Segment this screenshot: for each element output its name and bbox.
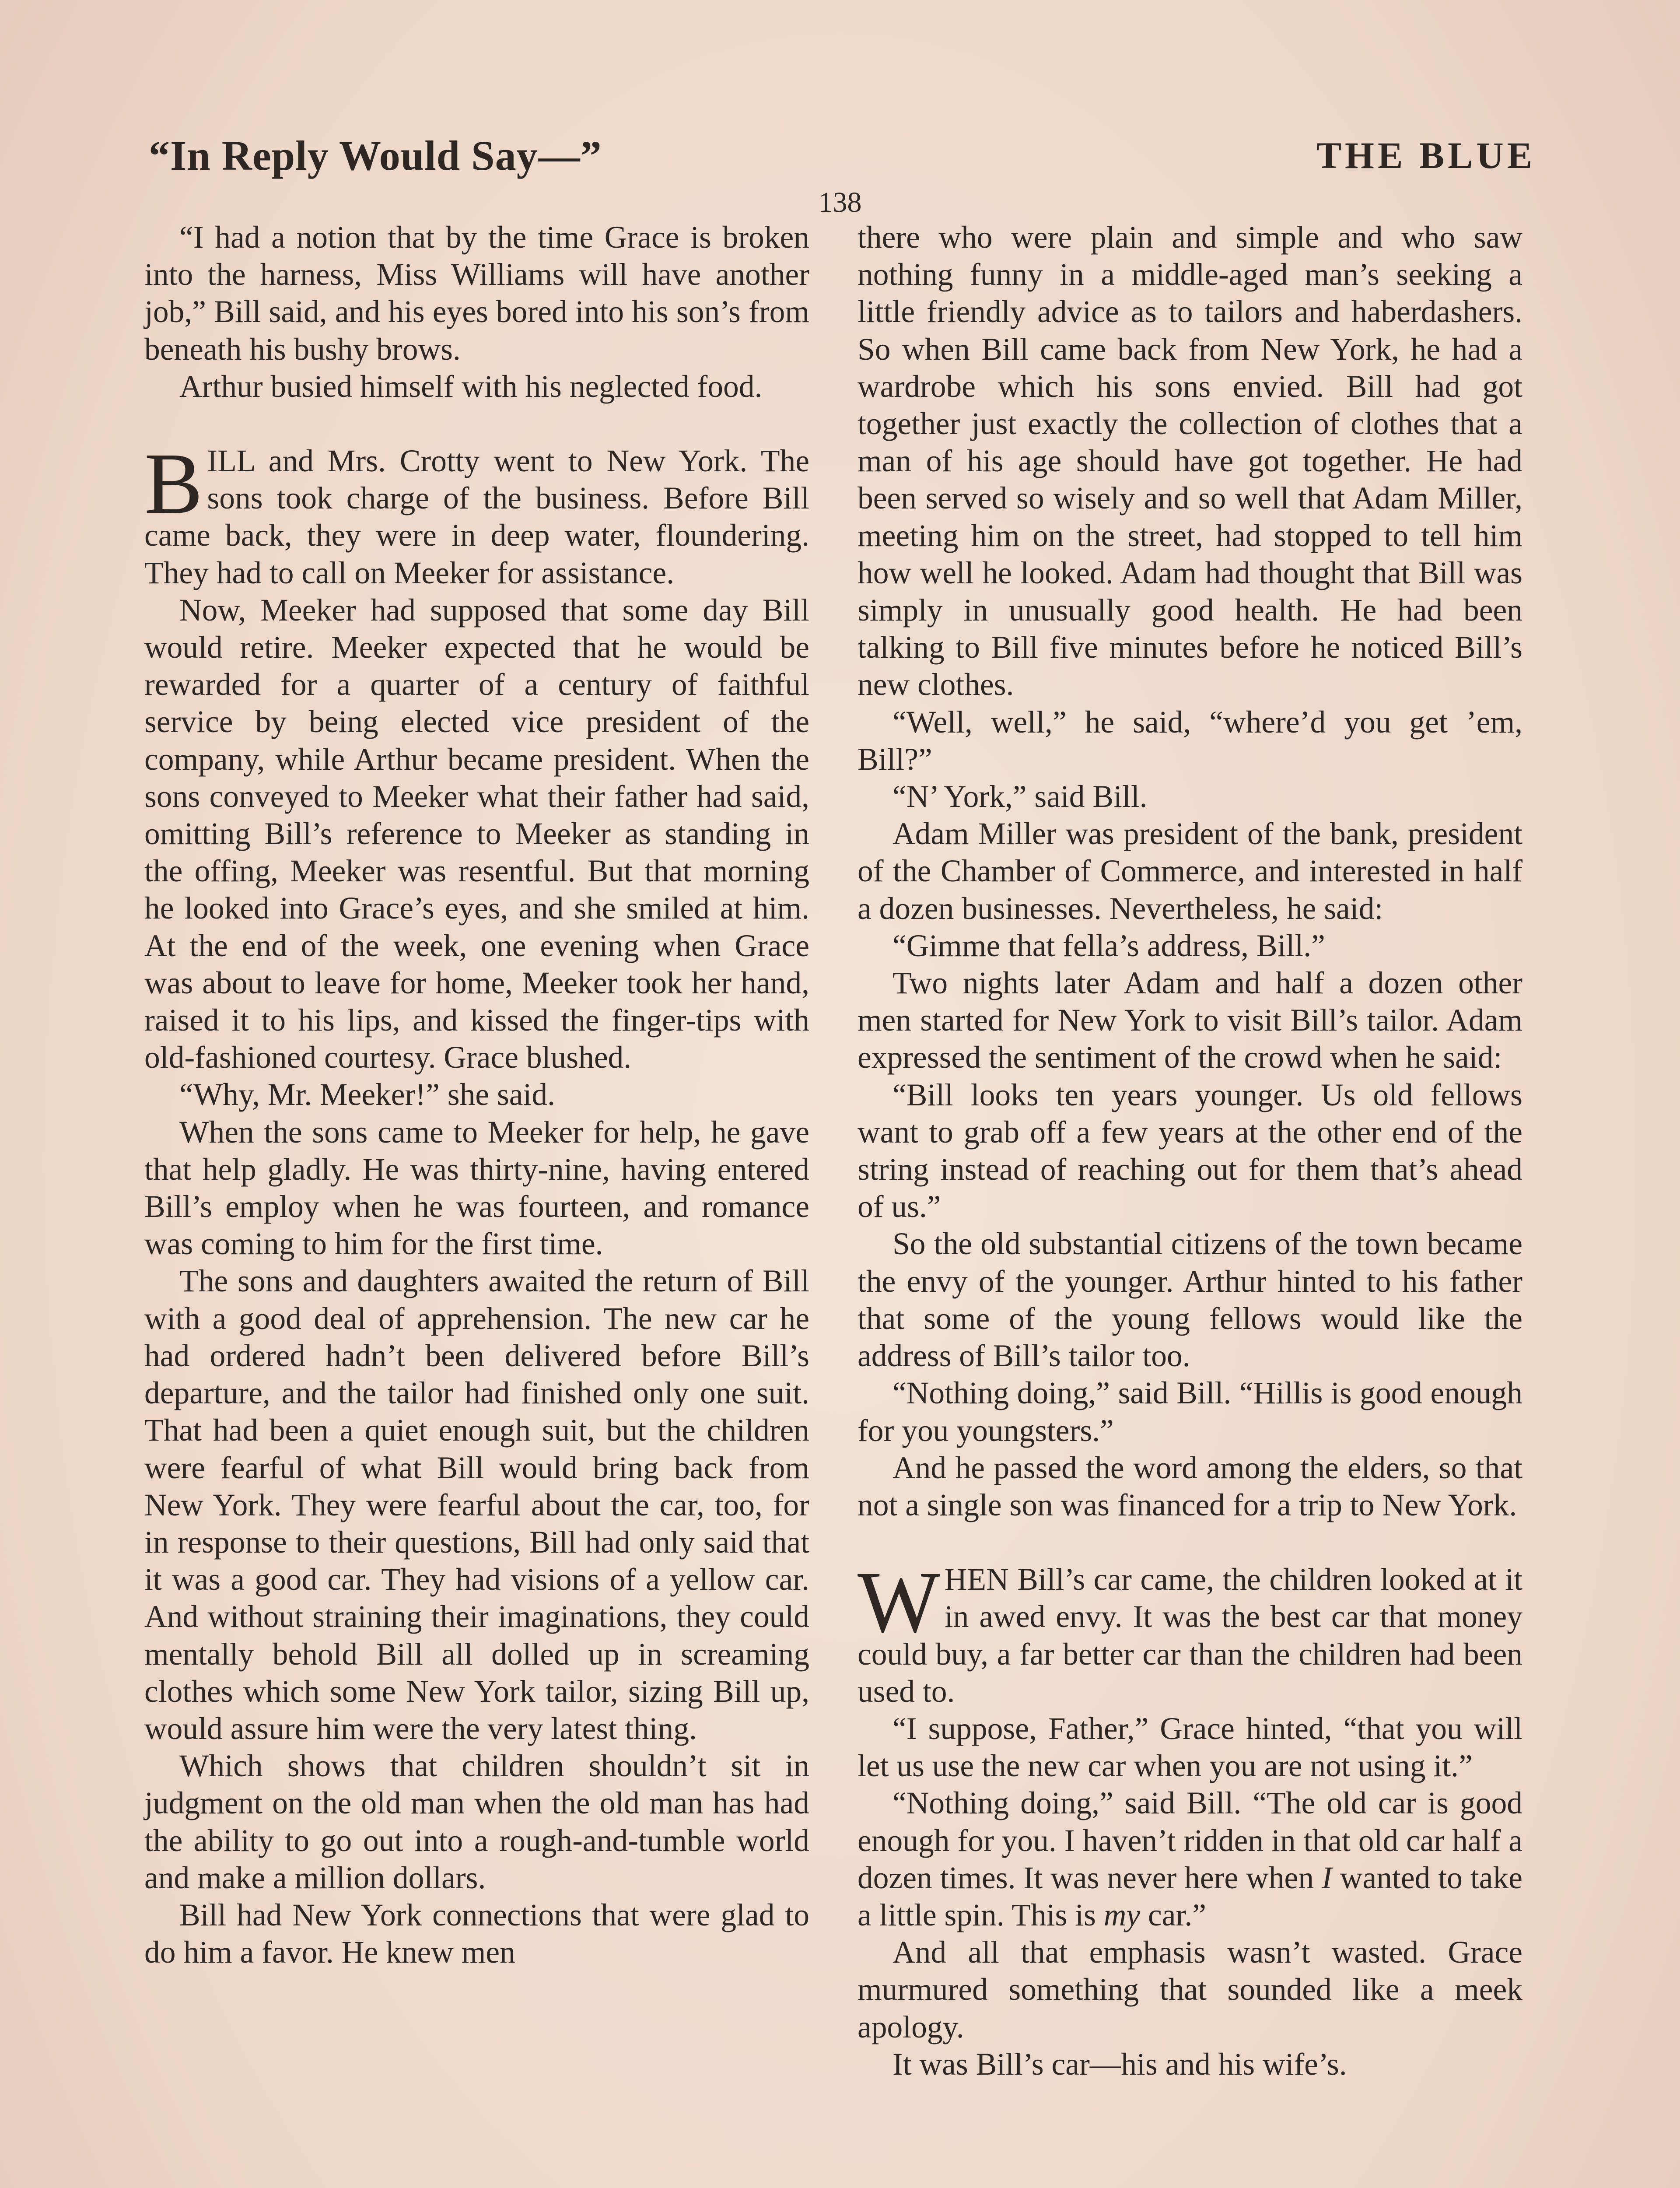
section-break xyxy=(144,405,809,442)
text-run: “Nothing doing,” said Bill. “The old car is good enough for you. I haven’t ridden in that old car half a dozen times. It was never here when xyxy=(858,1786,1522,1895)
paragraph-text: ILL and Mrs. Crotty went to New York. The sons took charge of the business. Before Bill came back, they were in deep water, floundering. They had to call on Meeker for assistance. xyxy=(144,444,809,590)
paragraph: “Bill looks ten years younger. Us old fellows want to grab off a few years at the other end of the string instead of reaching out for them that’s ahead of us.” xyxy=(858,1077,1522,1224)
paragraph: “I had a notion that by the time Grace is broken into the harness, Miss Williams will have another job,” Bill said, and his eyes bored into his son’s from beneath his bushy brows. xyxy=(144,220,809,367)
paragraph: Two nights later Adam and half a dozen other men started for New York to visit Bill’s tailor. Adam expressed the sentiment of the crowd when he said: xyxy=(858,966,1522,1075)
paragraph: “Gimme that fella’s address, Bill.” xyxy=(892,928,1325,963)
paragraph: Now, Meeker had supposed that some day Bill would retire. Meeker expected that he would be rewarded for a quarter of a century of faithful service by being elected vice president of the company, while Arthur became president. When the sons conveyed to Meeker what their father had said, omitting Bill’s reference to Meeker as standing in the offing, Meeker was resentful. But that morning he looked into Grace’s eyes, and she smiled at him. At the end of the week, one evening when Grace was about to leave for home, Meeker took her hand, raised it to his lips, and kissed the finger-tips with old-fashioned courtesy. Grace blushed. xyxy=(144,593,809,1075)
emphasis-i: I xyxy=(1322,1860,1332,1895)
paragraph: Arthur busied himself with his neglected food. xyxy=(179,369,763,404)
paragraph: Which shows that children shouldn’t sit in judgment on the old man when the old man has had the ability to go out into a rough-and-tumble world and make a million dollars. xyxy=(144,1749,809,1895)
paragraph: “Why, Mr. Meeker!” she said. xyxy=(179,1077,556,1112)
left-column xyxy=(144,219,809,1971)
paragraph: there who were plain and simple and who saw nothing funny in a middle-aged man’s seeking a little friendly advice as to tailors and haberdashers. So when Bill came back from New York, he had a wardrobe which his sons envied. Bill had got together just exactly the collection of clothes that a man of his age should have got together. He had been served so wisely and so well that Adam Miller, meeting him on the street, had stopped to tell him how well he looked. Adam had thought that Bill was simply in unusually good health. He had been talking to Bill five minutes before he noticed Bill’s new clothes. xyxy=(858,220,1522,702)
paragraph: “I suppose, Father,” Grace hinted, “that you will let us use the new car when you are not using it.” xyxy=(858,1711,1522,1784)
emphasis-my: my xyxy=(1103,1897,1141,1932)
drop-cap: B xyxy=(144,435,203,533)
paragraph: “N’ York,” said Bill. xyxy=(892,779,1148,814)
paragraph: The sons and daughters awaited the return of Bill with a good deal of apprehension. The new car he had ordered hadn’t been delivered before Bill’s departure, and the tailor had finished only one suit. That had been a quiet enough suit, but the children were fearful of what Bill would bring back from New York. They were fearful about the car, too, for in response to their questions, Bill had only said that it was a good car. They had visions of a yellow car. And without straining their imaginations, they could mentally behold Bill all dolled up in screaming clothes which some New York tailor, sizing Bill up, would assure him were the very latest thing. xyxy=(144,1264,809,1746)
paragraph: Bill had New York connections that were glad to do him a favor. He knew men xyxy=(144,1897,809,1970)
paragraph-text: HEN Bill’s car came, the children looked at it in awed envy. It was the best car that money could buy, a far better car than the children had been used to. xyxy=(858,1562,1522,1709)
magazine-name: THE BLUE xyxy=(1316,134,1536,176)
drop-cap: W xyxy=(858,1554,940,1651)
paragraph: And he passed the word among the elders, so that not a single son was financed for a trip to New York. xyxy=(858,1450,1522,1522)
paragraph: “Well, well,” he said, “where’d you get ’em, Bill?” xyxy=(858,705,1522,777)
paragraph: When the sons came to Meeker for help, he gave that help gladly. He was thirty-nine, having entered Bill’s employ when he was fourteen, and romance was coming to him for the first time. xyxy=(144,1115,809,1262)
text-run: wanted to take a little spin. This is xyxy=(858,1860,1523,1932)
section-break xyxy=(858,1524,1522,1561)
paragraph: “Nothing doing,” said Bill. “Hillis is good enough for you youngsters.” xyxy=(858,1376,1522,1448)
story-title: “In Reply Would Say—” xyxy=(149,132,602,179)
text-run: car.” xyxy=(1140,1897,1206,1932)
paragraph: And all that emphasis wasn’t wasted. Grace murmured something that sounded like a meek apology. xyxy=(858,1935,1522,2044)
right-column xyxy=(858,219,1522,2083)
paragraph-dropcap xyxy=(144,435,809,592)
paragraph: Adam Miller was president of the bank, president of the Chamber of Commerce, and interested in half a dozen businesses. Nevertheless, he said: xyxy=(858,817,1522,926)
paragraph: It was Bill’s car—his and his wife’s. xyxy=(892,2047,1347,2082)
page-number: 138 xyxy=(818,186,862,218)
paragraph: So the old substantial citizens of the town became the envy of the younger. Arthur hinted to his father that some of the young fellows would like the address of Bill’s tailor too. xyxy=(858,1227,1522,1374)
paragraph xyxy=(858,1785,1522,1934)
paragraph-dropcap xyxy=(858,1554,1522,1710)
